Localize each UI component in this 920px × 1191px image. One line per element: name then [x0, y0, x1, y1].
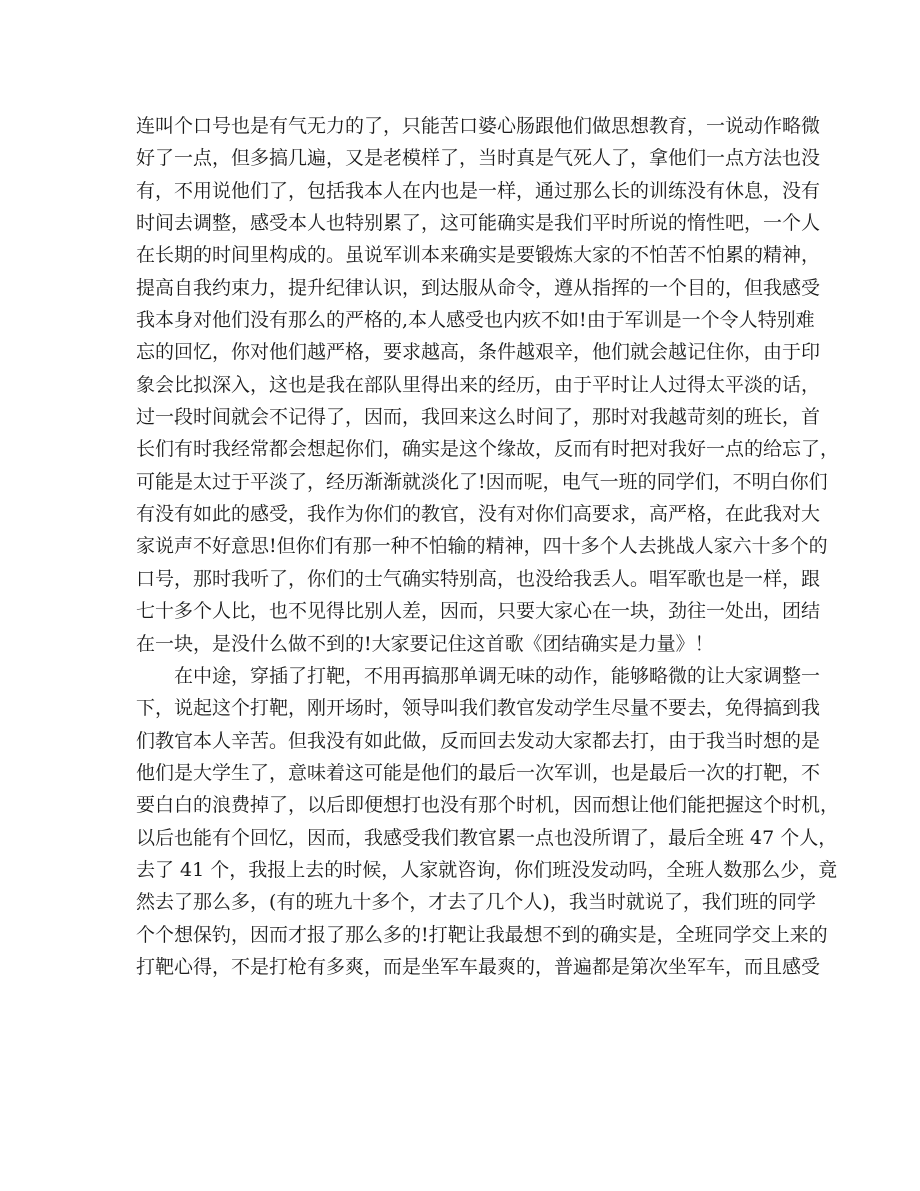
text-line: 去了 41 个，我报上去的时候，人家就咨询，你们班没发动吗，全班人数那么少，竟 [136, 858, 838, 881]
text-line: 可能是太过于平淡了，经历渐渐就淡化了!因而呢，电气一班的同学们，不明白你们 [136, 470, 828, 493]
text-line: 象会比拟深入，这也是我在部队里得出来的经历，由于平时让人过得太平淡的话， [136, 373, 821, 396]
text-line: 连叫个口号也是有气无力的了，只能苦口婆心肠跟他们做思想教育，一说动作略微 [136, 115, 821, 137]
paragraph-end-line: 在一块，是没什么做不到的!大家要记住这首歌《团结确实是力量》！ [136, 632, 714, 655]
text-line: 要白白的浪费掉了，以后即便想打也没有那个时机，因而想让他们能把握这个时机， [136, 794, 840, 817]
text-line: 我本身对他们没有那么的严格的,本人感受也内疚不如!由于军训是一个令人特别难 [136, 309, 815, 332]
text-line: 有，不用说他们了，包括我本人在内也是一样，通过那么长的训练没有休息，没有 [136, 179, 821, 202]
text-line: 在长期的时间里构成的。虽说军训本来确实是要锻炼大家的不怕苦不怕累的精神， [136, 244, 821, 267]
body-text [136, 110, 840, 983]
text-line: 家说声不好意思!但你们有那一种不怕输的精神，四十多个人去挑战人家六十多个的 [136, 535, 828, 558]
text-line: 们教官本人辛苦。但我没有如此做，反而回去发动大家都去打，由于我当时想的是 [136, 729, 821, 752]
text-line: 下，说起这个打靶，刚开场时，领导叫我们教官发动学生尽量不要去，免得搞到我 [136, 697, 821, 720]
text-line: 长们有时我经常都会想起你们，确实是这个缘故，反而有时把对我好一点的给忘了， [136, 438, 840, 461]
text-line: 好了一点，但多搞几遍，又是老模样了，当时真是气死人了，拿他们一点方法也没 [136, 147, 821, 170]
paragraph-start-line: 在中途，穿插了打靶，不用再搞那单调无味的动作，能够略微的让大家调整一 [174, 664, 821, 687]
text-line: 七十多个人比，也不见得比别人差，因而，只要大家心在一块，劲往一处出，团结 [136, 600, 821, 623]
text-line: 个个想保钓，因而才报了那么多的!打靶让我最想不到的确实是，全班同学交上来的 [136, 923, 828, 946]
text-line: 他们是大学生了，意味着这可能是他们的最后一次军训，也是最后一次的打靶，不 [136, 761, 821, 784]
text-line: 打靶心得，不是打枪有多爽，而是坐军车最爽的，普遍都是第次坐军车，而且感受 [136, 955, 821, 978]
text-line: 以后也能有个回忆，因而，我感受我们教官累一点也没所谓了，最后全班 47 个人， [136, 826, 838, 849]
text-line: 忘的回忆，你对他们越严格，要求越高，条件越艰辛，他们就会越记住你，由于印 [136, 341, 821, 364]
text-line: 时间去调整，感受本人也特别累了，这可能确实是我们平时所说的惰性吧，一个人 [136, 212, 821, 235]
text-line: 然去了那么多，(有的班九十多个，才去了几个人)，我当时就说了，我们班的同学 [136, 891, 816, 914]
text-line: 口号，那时我听了，你们的士气确实特别高，也没给我丢人。唱军歌也是一样，跟 [136, 567, 821, 590]
text-line: 有没有如此的感受，我作为你们的教官，没有对你们高要求，高严格，在此我对大 [136, 503, 821, 526]
text-line: 过一段时间就会不记得了，因而，我回来这么时间了，那时对我越苛刻的班长，首 [136, 406, 821, 429]
text-line: 提高自我约束力，提升纪律认识，到达服从命令，遵从指挥的一个目的，但我感受 [136, 276, 821, 299]
